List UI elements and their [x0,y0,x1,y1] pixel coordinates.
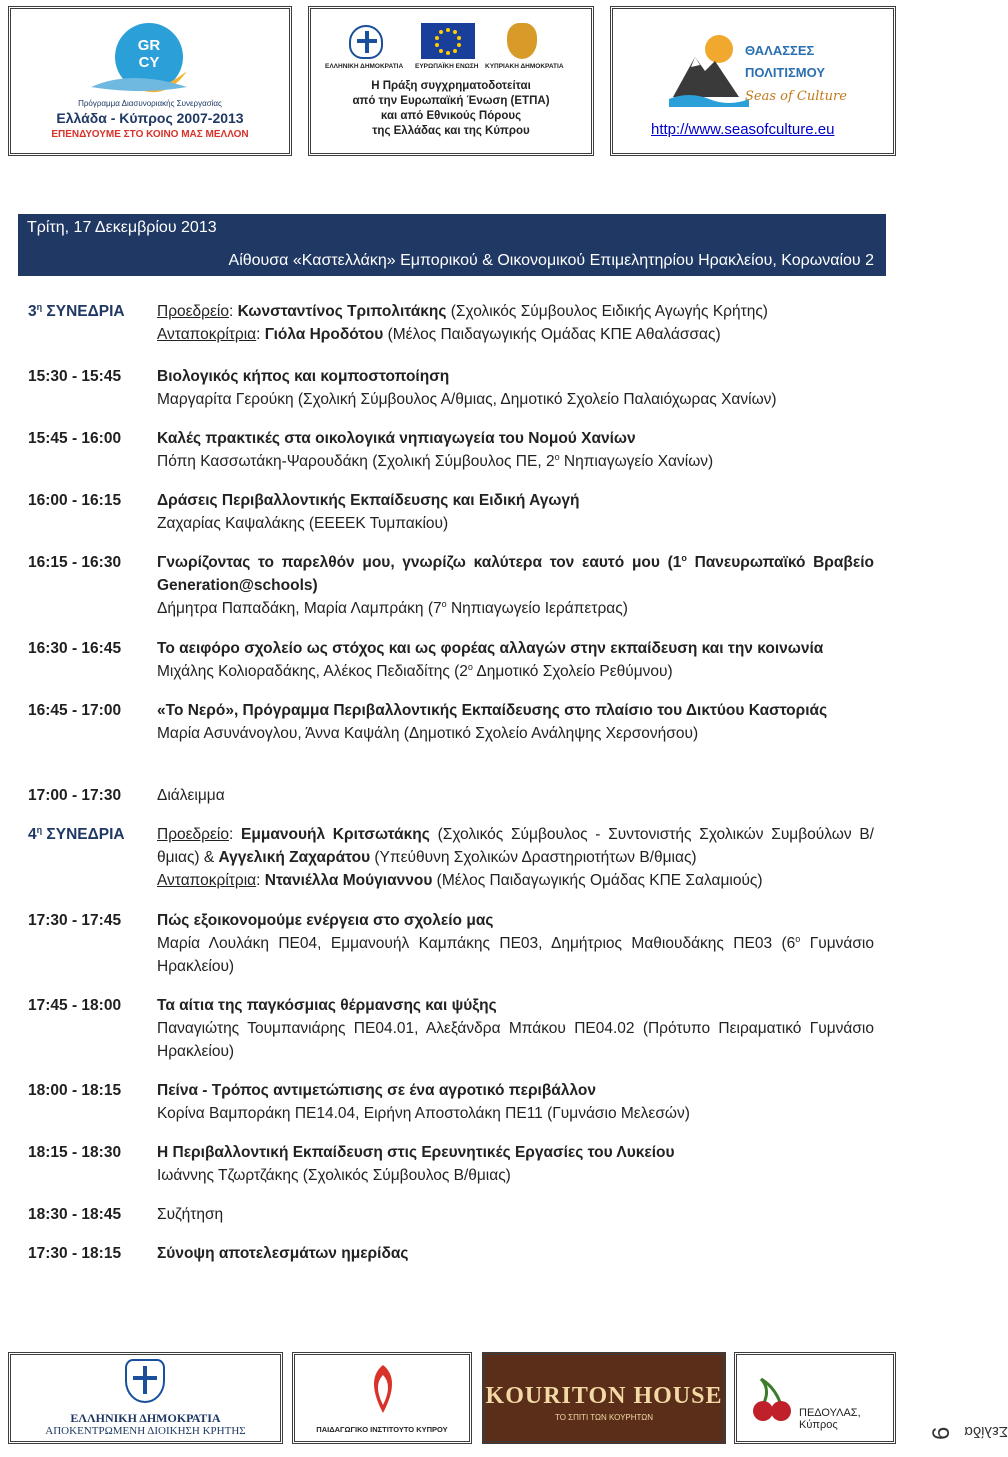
rep-name: Ντανιέλλα Μούγιαννου [264,872,433,889]
pedoulas-logo [734,1352,896,1444]
item-time: 16:15 - 16:30 [28,554,122,571]
label-european-union: ΕΥΡΩΠΑΪΚΗ ΕΝΩΣΗ [415,63,479,70]
cofunding-line2: από την Ευρωπαϊκή Ένωση (ΕΤΠΑ) [352,95,550,107]
item-title: Σύνοψη αποτελεσμάτων ημερίδας [157,1245,409,1262]
rep-label: Ανταποκρίτρια [157,326,257,343]
seas-title2: ΠΟΛΙΤΙΣΜΟΥ [745,65,826,80]
program-item [28,1242,874,1265]
event-venue: Αίθουσα «Καστελλάκη» Εμπορικού & Οικονομικού Επιμελητηρίου Ηρακλείου, Κορωναίου 2 [228,252,874,269]
institute-emblem-icon [353,1361,413,1417]
program-item [28,365,874,411]
item-authors: Ιωάννης Τζωρτζάκης (Σχολικός Σύμβουλος Β/θμιας) [157,1167,511,1184]
event-banner [18,214,886,276]
item-authors: Μαρία Λουλάκη ΠΕ04, Εμμανουήλ Καμπάκης ΠΕ03, Δημήτριος Μαθιουδάκης ΠΕ03 ($6^o$ Γυμνάσιο Ηρακλείου) [157,933,874,975]
session-3-label: $3^\eta$ ΣΥΝΕΔΡΙΑ [28,301,125,320]
rep-desc: (Μέλος Παιδαγωγικής Ομάδας ΚΠΕ Αθαλάσσας) [383,326,721,343]
item-title: Βιολογικός κήπος και κομποστοποίηση [157,368,450,385]
item-plain: Διάλειμμα [157,787,225,804]
seas-title3: Seas of Culture [745,89,847,104]
program-item [28,551,874,620]
kouriton-name: KOURITON HOUSE [485,1383,723,1409]
chair-desc: (Σχολικός Σύμβουλος - Συντονιστής Σχολικών Συμβούλων Β/θμιας) & [157,826,874,866]
greek-coat-of-arms-icon [125,1359,165,1403]
seas-of-culture-link[interactable]: http://www.seasofculture.eu [651,121,835,138]
gr-cy-brand: GR CY [137,37,161,71]
item-time: 17:30 - 18:15 [28,1245,122,1262]
item-plain: Συζήτηση [157,1206,224,1223]
item-time: 18:15 - 18:30 [28,1144,122,1161]
item-time: 18:30 - 18:45 [28,1206,122,1223]
item-authors: Παναγιώτης Τουμπανιάρης ΠΕ04.01, Αλεξάνδρα Μπάκου ΠΕ04.02 (Πρότυπο Πειραματικό Γυμνάσιο Ηρακλείου) [157,1020,874,1060]
chair-label: Προεδρείο [157,303,229,320]
page-word: Σελίδα [964,1423,1008,1440]
label-greek-republic: ΕΛΛΗΝΙΚΗ ΔΗΜΟΚΡΑΤΙΑ [325,63,404,70]
item-time: 16:45 - 17:00 [28,702,122,719]
session-3-header [28,300,874,346]
footer2-line: ΠΑΙΔΑΓΩΓΙΚΟ ΙΝΣΤΙΤΟΥΤΟ ΚΥΠΡΟΥ [316,1425,448,1434]
item-time: 15:45 - 16:00 [28,430,122,447]
page-number [928,1360,1008,1450]
seas-of-culture-logo [610,6,896,156]
label-cyprus-republic: ΚΥΠΡΙΑΚΗ ΔΗΜΟΚΡΑΤΙΑ [485,63,564,70]
kouriton-sub: ΤΟ ΣΠΙΤΙ ΤΩΝ ΚΟΥΡΗΤΩΝ [554,1413,654,1422]
program-item [28,637,874,683]
chair-name: Κωνσταντίνος Τριπολιτάκης [237,303,447,320]
rep-name: Γιόλα Ηροδότου [264,326,384,343]
cofunding-line3: και από Εθνικούς Πόρους [380,110,522,122]
chair-name: Εμμανουήλ Κριτσωτάκης [241,826,430,843]
item-title: «Το Νερό», Πρόγραμμα Περιβαλλοντικής Εκπαίδευσης στο πλαίσιο του Δικτύου Καστοριάς [157,702,828,719]
item-title: Γνωρίζοντας το παρελθόν μου, γνωρίζω καλύτερα τον εαυτό μου ($1^o$ Πανευρωπαϊκό Βραβείο Generation@schools) [157,552,874,594]
seas-title1: ΘΑΛΑΣΣΕΣ [745,43,815,58]
item-authors: Μαργαρίτα Γερούκη (Σχολική Σύμβουλος Α/θμιας, Δημοτικό Σχολείο Παλαιόχωρας Χανίων) [157,391,777,408]
item-authors: Ζαχαρίας Καψαλάκης (ΕΕΕΕΚ Τυμπακίου) [157,515,449,532]
cofunding-text [311,79,591,139]
item-title: Πώς εξοικονομούμε ενέργεια στο σχολείο μας [157,912,494,929]
item-time: 17:45 - 18:00 [28,997,122,1014]
session-4-chairs: Προεδρείο: Εμμανουήλ Κριτσωτάκης (Σχολικός Σύμβουλος - Συντονιστής Σχολικών Συμβούλων Β/θμιας) & Αγγελική Ζαχαράτου (Υπεύθυνη Σχολικών Δραστηριοτήτων Β/θμιας) Ανταποκρίτρια: Ντανιέλλα Μούγιαννου (Μέλος Παιδαγωγικής Ομάδας ΚΠΕ Σαλαμιούς) [157,826,874,889]
program-item [28,1141,874,1187]
program-item [28,909,874,978]
item-time: 18:00 - 18:15 [28,1082,122,1099]
item-title: Καλές πρακτικές στα οικολογικά νηπιαγωγεία του Νομού Χανίων [157,430,636,447]
item-authors: Κορίνα Βαμποράκη ΠΕ14.04, Ειρήνη Αποστολάκη ΠΕ11 (Γυμνάσιο Μελεσών) [157,1105,690,1122]
cyprus-emblem-icon [507,23,537,59]
session-4-label: $4^\eta$ ΣΥΝΕΔΡΙΑ [28,824,125,843]
rep-desc: (Μέλος Παιδαγωγικής Ομάδας ΚΠΕ Σαλαμιούς) [432,872,763,889]
program-item [28,489,874,535]
item-time: 17:30 - 17:45 [28,912,122,929]
item-authors: Μαρία Ασυνάνογλου, Άννα Καψάλη (Δημοτικό Σχολείο Ανάληψης Χερσονήσου) [157,725,699,742]
co-funding-logo [308,6,594,156]
interreg-line2: Ελλάδα - Κύπρος 2007-2013 [56,110,244,126]
footer1-line1: ΕΛΛΗΝΙΚΗ ΔΗΜΟΚΡΑΤΙΑ [70,1411,221,1425]
decentralized-admin-crete-logo [8,1352,283,1444]
pedoulas-name: ΠΕΔΟΥΛΑΣ, Κύπρος [799,1407,861,1431]
chair-label: Προεδρείο [157,826,229,843]
item-title: Δράσεις Περιβαλλοντικής Εκπαίδευσης και Ειδική Αγωγή [157,492,580,509]
interreg-greece-cyprus-logo [8,6,292,156]
item-title: Τα αίτια της παγκόσμιας θέρμανσης και ψύξης [157,997,497,1014]
chair-desc-2: (Υπεύθυνη Σχολικών Δραστηριοτήτων Β/θμιας) [370,849,697,866]
program-item [28,784,874,807]
item-time: 17:00 - 17:30 [28,787,122,804]
item-time: 16:30 - 16:45 [28,640,122,657]
interreg-line1: Πρόγραμμα Διασυνοριακής Συνεργασίας [78,99,222,108]
program-item [28,427,874,473]
page-num-value: 6 [928,1426,955,1440]
item-title: Το αειφόρο σχολείο ως στόχος και ως φορέας αλλαγών στην εκπαίδευση και την κοινωνία [157,640,824,657]
session-3-chairs: Προεδρείο: Κωνσταντίνος Τριπολιτάκης (Σχολικός Σύμβουλος Ειδικής Αγωγής Κρήτης) Ανταποκρίτρια: Γιόλα Ηροδότου (Μέλος Παιδαγωγικής Ομάδας ΚΠΕ Αθαλάσσας) [157,303,768,343]
item-time: 16:00 - 16:15 [28,492,122,509]
greek-emblem-icon [349,25,383,59]
item-title: Η Περιβαλλοντική Εκπαίδευση στις Ερευνητικές Εργασίες του Λυκείου [157,1144,675,1161]
eu-flag-icon [421,23,475,59]
cyprus-pedagogical-institute-logo [292,1352,472,1444]
cofunding-line4: της Ελλάδας και της Κύπρου [372,125,530,137]
event-date: Τρίτη, 17 Δεκεμβρίου 2013 [27,219,217,236]
item-title: Πείνα - Τρόπος αντιμετώπισης σε ένα αγροτικό περιβάλλον [157,1082,596,1099]
item-time: 15:30 - 15:45 [28,368,122,385]
item-authors: Δήμητρα Παπαδάκη, Μαρία Λαμπράκη ($7^o$ Νηπιαγωγείο Ιεράπετρας) [157,598,628,617]
cherry-icon [741,1375,801,1425]
interreg-line3: ΕΠΕΝΔΥΟΥΜΕ ΣΤΟ ΚΟΙΝΟ ΜΑΣ ΜΕΛΛΟΝ [51,129,249,140]
program-item [28,994,874,1063]
session-4-header [28,823,874,892]
chair-name-2: Αγγελική Ζαχαράτου [218,849,371,866]
rep-label: Ανταποκρίτρια [157,872,257,889]
item-authors: Μιχάλης Κολιοραδάκης, Αλέκος Πεδιαδίτης ($2^o$ Δημοτικό Σχολείο Ρεθύμνου) [157,661,673,680]
program-item [28,1079,874,1125]
footer1-line2: ΑΠΟΚΕΝΤΡΩΜΕΝΗ ΔΙΟΙΚΗΣΗ ΚΡΗΤΗΣ [45,1425,246,1437]
program-item [28,699,874,745]
item-authors: Πόπη Κασσωτάκη-Ψαρουδάκη (Σχολική Σύμβουλος ΠΕ, $2^o$ Νηπιαγωγείο Χανίων) [157,451,714,470]
cofunding-line1: Η Πράξη συγχρηματοδοτείται [371,80,531,92]
kouriton-house-logo [482,1352,726,1444]
mountain-sun-icon [669,27,749,107]
chair-desc: (Σχολικός Σύμβουλος Ειδικής Αγωγής Κρήτης) [446,303,768,320]
program-item [28,1203,874,1226]
